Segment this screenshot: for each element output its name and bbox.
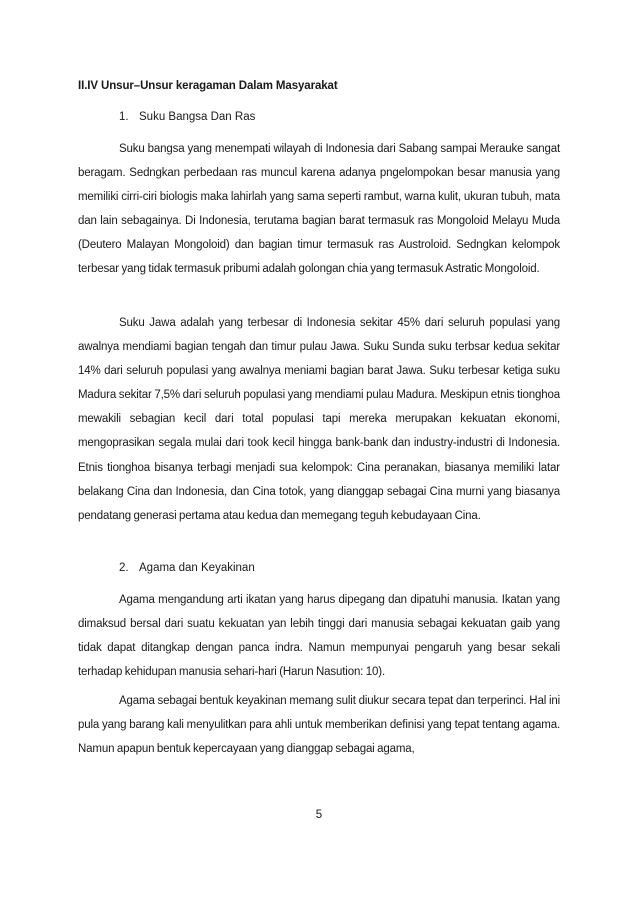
subsection-number: 2. xyxy=(119,562,129,574)
subsection-title: Suku Bangsa Dan Ras xyxy=(139,111,256,123)
page-number: 5 xyxy=(315,809,323,821)
section-heading: II.IV Unsur–Unsur keragaman Dalam Masyarakat xyxy=(78,80,338,92)
paragraph: Agama mengandung arti ikatan yang harus dipegang dan dipatuhi manusia. Ikatan yang dimaksud bersal dari suatu kekuatan yan lebih tinggi dari manusia sebagai kekuatan gaib yang tidak dapat ditangkap dengan panca indra. Namun mempunyai pengaruh yang besar sekali terhadap kehidupan manusia sehari-hari (Harun Nasution: 10). xyxy=(78,594,560,679)
subsection-number: 1. xyxy=(119,111,129,123)
subsection-agama xyxy=(119,562,255,574)
paragraph: Agama sebagai bentuk keyakinan memang sulit diukur secara tepat dan terperinci. Hal ini pula yang barang kali menyulitkan para ahli untuk memberikan definisi yang tepat tentang agama. Namun apapun bentuk kepercayaan yang dianggap sebagai agama, xyxy=(78,695,560,756)
subsection-suku-bangsa xyxy=(119,111,255,123)
paragraph: Suku bangsa yang menempati wilayah di Indonesia dari Sabang sampai Merauke sangat beragam. Sedngkan perbedaan ras muncul karena adanya pngelompokan besar manusia yang memiliki cirri-ciri biologis maka lahirlah yang sama seperti rambut, warna kulit, ukuran tubuh, mata dan lain sebagainya. Di Indonesia, terutama bagian barat termasuk ras Mongoloid Melayu Muda (Deutero Malayan Mongoloid) dan bagian timur termasuk ras Austroloid. Sedngkan kelompok terbesar yang tidak termasuk pribumi adalah golongan chia yang termasuk Astratic Mongoloid. xyxy=(78,143,560,276)
paragraph: Suku Jawa adalah yang terbesar di Indonesia sekitar 45% dari seluruh populasi yang awalnya mendiami bagian tengah dan timur pulau Jawa. Suku Sunda suku terbsar kedua sekitar 14% dari seluruh populasi yang awalnya meniami bagian barat Jawa. Suku terbesar ketiga suku Madura sekitar 7,5% dari seluruh populasi yang mendiami pulau Madura. Meskipun etnis tionghoa mewakili sebagian kecil dari total populasi tapi mereka merupakan kekuatan ekonomi, mengoprasikan segala mulai dari took kecil hingga bank-bank dan industry-industri di Indonesia. Etnis tionghoa bisanya terbagi menjadi sua kelompok: Cina peranakan, biasanya memiliki latar belakang Cina dan Indonesia, dan Cina totok, yang dianggap sebagai Cina murni yang biasanya pendatang generasi pertama atau kedua dan memegang teguh kebudayaan Cina. xyxy=(78,317,560,522)
subsection-title: Agama dan Keyakinan xyxy=(139,562,255,574)
